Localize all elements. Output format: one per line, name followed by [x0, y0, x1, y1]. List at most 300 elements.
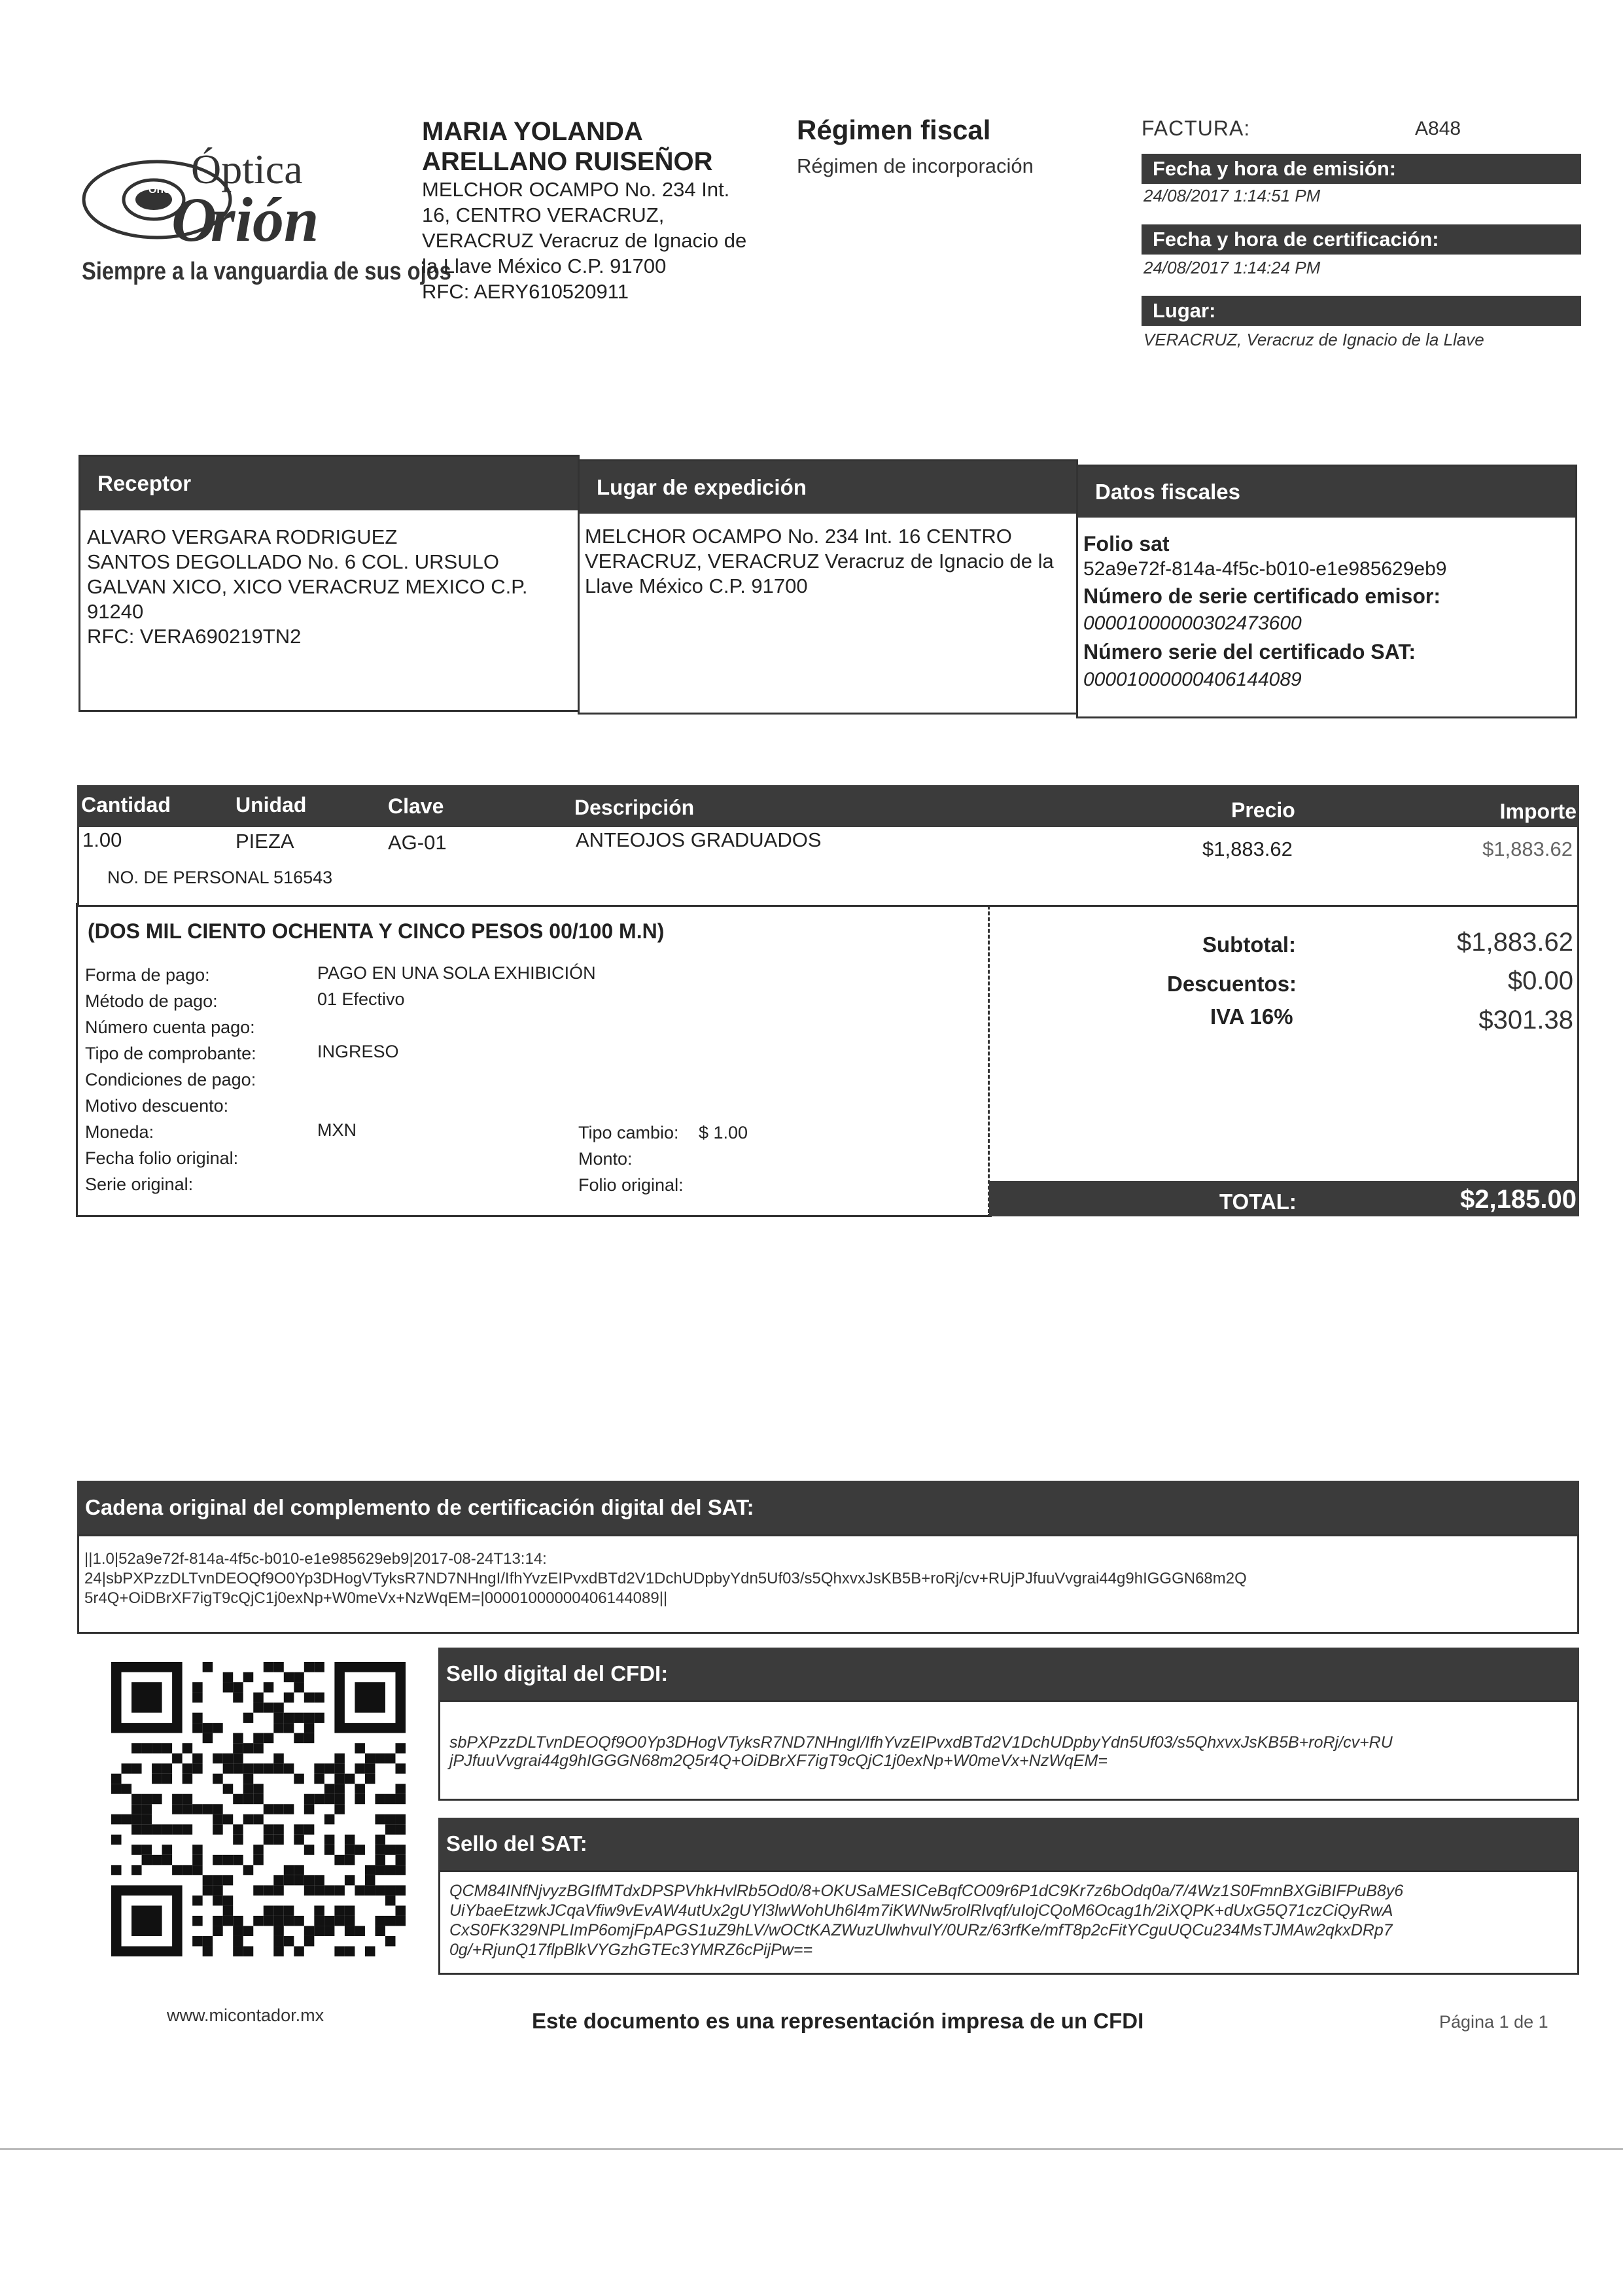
qr-module	[355, 1845, 365, 1855]
qr-module	[243, 1743, 254, 1754]
tipo-comprobante-label: Tipo de comprobante:	[85, 1044, 256, 1063]
qr-module	[375, 1855, 385, 1865]
qr-module	[304, 1662, 315, 1672]
qr-module	[395, 1794, 406, 1805]
qr-module	[162, 1855, 173, 1865]
qr-module	[334, 1855, 345, 1865]
logo-eye-text: Orion	[148, 185, 177, 196]
qr-module	[304, 1713, 315, 1723]
qr-module	[365, 1885, 375, 1896]
qr-module	[131, 1743, 142, 1754]
qr-module	[314, 1926, 324, 1936]
serie-sat-value: 00001000000406144089	[1083, 669, 1302, 690]
qr-module	[273, 1804, 284, 1814]
qr-module	[395, 1845, 406, 1855]
iva-label: IVA 16%	[1210, 1004, 1293, 1029]
qr-module	[243, 1763, 254, 1774]
qr-module	[192, 1936, 203, 1947]
qr-module	[233, 1763, 243, 1774]
iva-value: $301.38	[1478, 1006, 1573, 1034]
table-row	[77, 827, 1579, 906]
qr-module	[385, 1896, 396, 1906]
qr-module	[233, 1693, 243, 1703]
qr-module	[345, 1855, 355, 1865]
qr-module	[223, 1682, 234, 1693]
qr-module	[192, 1723, 203, 1733]
logo-tagline: Siempre a la vanguardia de sus ojos	[82, 258, 451, 285]
qr-module	[213, 1804, 223, 1814]
qr-module	[111, 1784, 122, 1794]
qr-module	[131, 1804, 142, 1814]
qr-module	[142, 1824, 152, 1835]
qr-module	[233, 1682, 243, 1693]
col-cantidad: Cantidad	[81, 793, 171, 817]
qr-module	[294, 1946, 304, 1956]
qr-module	[355, 1794, 365, 1805]
qr-module	[314, 1662, 324, 1672]
qr-module	[142, 1814, 152, 1825]
qr-module	[223, 1896, 234, 1906]
col-precio: Precio	[1231, 798, 1295, 822]
qr-module	[314, 1774, 324, 1784]
qr-module	[324, 1845, 335, 1855]
qr-module	[192, 1896, 203, 1906]
qr-module	[264, 1835, 274, 1845]
qr-module	[304, 1804, 315, 1814]
forma-pago-value: PAGO EN UNA SOLA EXHIBICIÓN	[317, 963, 596, 983]
issuer-address-line4: la Llave México C.P. 91700	[422, 255, 667, 277]
regimen-title: Régimen fiscal	[797, 115, 991, 145]
qr-module	[395, 1824, 406, 1835]
lugar-value: VERACRUZ, Veracruz de Ignacio de la Llave	[1143, 330, 1484, 349]
expedicion-line3: Llave México C.P. 91700	[585, 574, 808, 597]
qr-module	[203, 1936, 213, 1947]
qr-module	[142, 1794, 152, 1805]
total-label: TOTAL:	[1219, 1190, 1297, 1214]
qr-module	[213, 1896, 223, 1906]
qr-module	[111, 1865, 122, 1875]
qr-module	[284, 1865, 294, 1875]
descuentos-label: Descuentos:	[1167, 972, 1297, 996]
qr-module	[273, 1885, 284, 1896]
qr-module	[324, 1814, 335, 1825]
qr-module	[365, 1875, 375, 1886]
qr-module	[284, 1693, 294, 1703]
logo-brand-initial: O	[171, 185, 217, 255]
qr-module	[294, 1733, 304, 1744]
qr-module	[284, 1723, 294, 1733]
qr-module	[324, 1835, 335, 1845]
qr-module	[395, 1855, 406, 1865]
qr-module	[253, 1845, 264, 1855]
factura-folio: A848	[1415, 118, 1461, 139]
factura-label: FACTURA:	[1142, 116, 1251, 140]
qr-module	[253, 1703, 264, 1713]
qr-module	[355, 1763, 365, 1774]
qr-finder-core	[355, 1682, 385, 1713]
qr-module	[294, 1672, 304, 1683]
qr-module	[233, 1855, 243, 1865]
qr-module	[334, 1905, 345, 1916]
qr-module	[273, 1662, 284, 1672]
qr-module	[243, 1713, 254, 1723]
qr-module	[273, 1905, 284, 1916]
qr-module	[253, 1733, 264, 1744]
datos-fiscales-header: Datos fiscales	[1078, 467, 1575, 518]
qr-module	[365, 1774, 375, 1784]
qr-module	[213, 1885, 223, 1896]
qr-module	[203, 1946, 213, 1956]
qr-module	[111, 1774, 122, 1784]
receptor-address-line2: GALVAN XICO, XICO VERACRUZ MEXICO C.P.	[87, 575, 528, 598]
receptor-box	[79, 455, 580, 712]
qr-module	[264, 1804, 274, 1814]
qr-module	[365, 1754, 375, 1764]
qr-module	[131, 1794, 142, 1805]
qr-module	[192, 1865, 203, 1875]
qr-module	[284, 1672, 294, 1683]
qr-module	[233, 1754, 243, 1764]
subtotal-value: $1,883.62	[1457, 928, 1573, 957]
serie-original-label: Serie original:	[85, 1174, 194, 1194]
qr-module	[183, 1774, 193, 1784]
expedicion-content	[580, 514, 1076, 599]
qr-module	[162, 1824, 173, 1835]
qr-module	[355, 1743, 365, 1754]
qr-module	[284, 1936, 294, 1947]
regimen-value: Régimen de incorporación	[797, 154, 1034, 177]
qr-module	[273, 1713, 284, 1723]
qr-module	[253, 1763, 264, 1774]
qr-module	[355, 1885, 365, 1896]
sello-sat-header: Sello del SAT:	[438, 1818, 1579, 1870]
qr-module	[162, 1774, 173, 1784]
qr-module	[152, 1763, 162, 1774]
tipo-comprobante-value: INGRESO	[317, 1042, 399, 1061]
qr-module	[385, 1936, 396, 1947]
qr-module	[233, 1916, 243, 1926]
issuer-rfc: RFC: AERY610520911	[422, 280, 629, 303]
sello-cfdi-header: Sello digital del CFDI:	[438, 1648, 1579, 1700]
row-importe: $1,883.62	[1482, 838, 1573, 860]
serie-sat-label: Número serie del certificado SAT:	[1083, 640, 1416, 663]
issuer-address-line1: MELCHOR OCAMPO No. 234 Int.	[422, 178, 730, 201]
qr-module	[345, 1946, 355, 1956]
qr-module	[243, 1814, 254, 1825]
qr-module	[294, 1774, 304, 1784]
receptor-name: ALVARO VERGARA RODRIGUEZ	[87, 525, 398, 548]
cadena-line2: 24|sbPXPzzDLTvnDEOQf9O0Yp3DHogVTyksR7ND7NHngI/IfhYvzEIPvxdBTd2V1DchUDpbyYdn5Uf03/s5QhxvxJsKB5B+roRj/cv+RUjPJfuuVvgrai44g9hIGGGN68m2Q	[84, 1570, 1247, 1587]
payment-labels	[85, 962, 256, 1197]
qr-module	[203, 1662, 213, 1672]
qr-module	[142, 1855, 152, 1865]
qr-module	[273, 1835, 284, 1845]
qr-module	[284, 1916, 294, 1926]
qr-module	[233, 1794, 243, 1805]
receptor-header: Receptor	[80, 457, 578, 510]
issuer-address	[422, 177, 746, 304]
qr-module	[183, 1743, 193, 1754]
qr-module	[304, 1926, 315, 1936]
qr-module	[375, 1845, 385, 1855]
col-importe: Importe	[1499, 800, 1577, 823]
qr-module	[243, 1926, 254, 1936]
serie-emisor-value: 00001000000302473600	[1083, 612, 1302, 634]
qr-module	[192, 1682, 203, 1693]
qr-module	[243, 1865, 254, 1875]
qr-module	[334, 1804, 345, 1814]
qr-module	[213, 1774, 223, 1784]
qr-module	[122, 1784, 132, 1794]
qr-module	[192, 1855, 203, 1865]
qr-module	[264, 1662, 274, 1672]
col-descripcion: Descripción	[574, 796, 695, 819]
qr-module	[304, 1794, 315, 1805]
qr-module	[304, 1845, 315, 1855]
qr-module	[284, 1763, 294, 1774]
qr-module	[223, 1672, 234, 1683]
qr-module	[334, 1916, 345, 1926]
qr-module	[111, 1835, 122, 1845]
qr-module	[273, 1875, 284, 1886]
items-header-row	[77, 785, 1579, 827]
qr-finder-core	[131, 1682, 162, 1713]
qr-module	[213, 1824, 223, 1835]
fecha-folio-label: Fecha folio original:	[85, 1148, 239, 1168]
datos-fiscales-box	[1076, 465, 1577, 718]
qr-module	[183, 1824, 193, 1835]
qr-module	[375, 1916, 385, 1926]
certificacion-header: Fecha y hora de certificación:	[1142, 224, 1581, 255]
qr-module	[243, 1774, 254, 1784]
issuer-name	[422, 116, 712, 177]
qr-module	[223, 1784, 234, 1794]
qr-module	[264, 1905, 274, 1916]
qr-module	[162, 1845, 173, 1855]
qr-module	[345, 1774, 355, 1784]
qr-module	[334, 1754, 345, 1764]
qr-module	[345, 1835, 355, 1845]
qr-module	[142, 1845, 152, 1855]
qr-module	[213, 1754, 223, 1764]
qr-module	[334, 1763, 345, 1774]
qr-module	[243, 1946, 254, 1956]
monto-label: Monto:	[578, 1149, 633, 1169]
qr-module	[192, 1713, 203, 1723]
qr-module	[203, 1885, 213, 1896]
qr-module	[131, 1763, 142, 1774]
qr-module	[172, 1804, 183, 1814]
qr-module	[264, 1824, 274, 1835]
qr-module	[334, 1885, 345, 1896]
qr-module	[233, 1824, 243, 1835]
qr-module	[253, 1743, 264, 1754]
qr-module	[192, 1916, 203, 1926]
qr-module	[324, 1916, 335, 1926]
certificacion-value: 24/08/2017 1:14:24 PM	[1143, 258, 1321, 277]
qr-module	[142, 1804, 152, 1814]
row-unidad: PIEZA	[236, 830, 294, 853]
qr-module	[172, 1754, 183, 1764]
qr-module	[183, 1804, 193, 1814]
qr-module	[324, 1926, 335, 1936]
qr-module	[264, 1682, 274, 1693]
qr-module	[294, 1835, 304, 1845]
issuer-name-line1: MARIA YOLANDA	[422, 117, 643, 146]
qr-module	[324, 1784, 335, 1794]
qr-module	[264, 1916, 274, 1926]
qr-module	[243, 1794, 254, 1805]
page-edge-line	[0, 2148, 1623, 2150]
qr-module	[273, 1824, 284, 1835]
footer-website[interactable]: www.micontador.mx	[167, 2005, 324, 2025]
cadena-line1: ||1.0|52a9e72f-814a-4f5c-b010-e1e985629eb9|2017-08-24T13:14:	[84, 1550, 547, 1568]
qr-module	[385, 1824, 396, 1835]
qr-module	[192, 1804, 203, 1814]
qr-module	[264, 1733, 274, 1744]
qr-module	[162, 1743, 173, 1754]
qr-module	[385, 1814, 396, 1825]
total-value: $2,185.00	[1460, 1185, 1577, 1214]
row-clave: AG-01	[388, 831, 447, 854]
cadena-header: Cadena original del complemento de certificación digital del SAT:	[77, 1481, 1579, 1534]
qr-module	[375, 1794, 385, 1805]
qr-module	[273, 1754, 284, 1764]
qr-finder-core	[131, 1905, 162, 1936]
qr-module	[385, 1916, 396, 1926]
descuentos-value: $0.00	[1507, 966, 1573, 995]
qr-module	[213, 1723, 223, 1733]
qr-module	[294, 1682, 304, 1693]
issuer-name-line2: ARELLANO RUISEÑOR	[422, 147, 713, 176]
sello-sat-line3: CxS0FK329NPLImP6omjFpAPGS1uZ9hLV/wOCtKAZWuzUlwhvulY/0URz/63rfKe/mfT8p2cFitYCguUQCu234MsTJMAw2qkxDRp7	[449, 1921, 1393, 1939]
qr-module	[314, 1794, 324, 1805]
col-unidad: Unidad	[236, 793, 307, 817]
qr-module	[203, 1804, 213, 1814]
qr-module	[314, 1763, 324, 1774]
cadena-line3: 5r4Q+OiDBrXF7igT9cQjC1j0exNp+W0meVx+NzWqEM=|00001000000406144089||	[84, 1589, 668, 1607]
sello-sat-line1: QCM84INfNjvyzBGIfMTdxDPSPVhkHvlRb5Od0/8+OKUSaMESICeBqfCO09r6P1dC9Kr7z6bOdq0a/7/4Wz1S0FmnBXGiBIFPuB8y6	[449, 1882, 1404, 1900]
qr-module	[324, 1885, 335, 1896]
footer-legend: Este documento es una representación impresa de un CFDI	[532, 2009, 1144, 2033]
qr-module	[131, 1824, 142, 1835]
qr-module	[385, 1794, 396, 1805]
col-clave: Clave	[388, 794, 444, 818]
sello-sat-box	[438, 1870, 1579, 1975]
sello-sat-line4: 0g/+RjunQ17flpBlkVYGzhGTEc3YMRZ6cPijPw==	[449, 1941, 813, 1959]
qr-module	[334, 1774, 345, 1784]
qr-module	[284, 1713, 294, 1723]
row-note: NO. DE PERSONAL 516543	[107, 868, 333, 887]
receptor-address-line3: 91240	[87, 600, 144, 623]
qr-module	[223, 1754, 234, 1764]
qr-module	[183, 1763, 193, 1774]
qr-module	[365, 1946, 375, 1956]
qr-module	[345, 1875, 355, 1886]
qr-module	[233, 1835, 243, 1845]
expedicion-box	[578, 459, 1078, 715]
condiciones-pago-label: Condiciones de pago:	[85, 1070, 256, 1089]
qr-module	[273, 1763, 284, 1774]
qr-module	[213, 1855, 223, 1865]
qr-module	[223, 1855, 234, 1865]
receptor-rfc: RFC: VERA690219TN2	[87, 625, 302, 648]
qr-module	[294, 1824, 304, 1835]
cadena-box	[77, 1534, 1579, 1634]
sello-cfdi-box	[438, 1700, 1579, 1801]
qr-module	[314, 1875, 324, 1886]
qr-module	[203, 1875, 213, 1886]
metodo-pago-label: Método de pago:	[85, 991, 218, 1011]
qr-module	[253, 1916, 264, 1926]
qr-module	[192, 1845, 203, 1855]
qr-module	[375, 1835, 385, 1845]
qr-module	[314, 1916, 324, 1926]
qr-module	[304, 1875, 315, 1886]
qr-module	[111, 1814, 122, 1825]
qr-module	[365, 1763, 375, 1774]
qr-module	[395, 1905, 406, 1916]
qr-module	[395, 1763, 406, 1774]
qr-module	[223, 1763, 234, 1774]
folio-original-label: Folio original:	[578, 1175, 684, 1195]
qr-module	[192, 1754, 203, 1764]
lugar-header: Lugar:	[1142, 296, 1581, 326]
qr-module	[253, 1784, 264, 1794]
qr-module	[162, 1763, 173, 1774]
qr-module	[345, 1845, 355, 1855]
qr-module	[294, 1916, 304, 1926]
qr-module	[334, 1784, 345, 1794]
qr-module	[395, 1865, 406, 1875]
qr-module	[203, 1733, 213, 1744]
qr-module	[122, 1814, 132, 1825]
qr-module	[213, 1916, 223, 1926]
tipo-cambio-label: Tipo cambio:	[578, 1123, 679, 1142]
qr-module	[152, 1774, 162, 1784]
issuer-address-line3: VERACRUZ Veracruz de Ignacio de	[422, 229, 747, 252]
qr-module	[294, 1875, 304, 1886]
qr-module	[284, 1804, 294, 1814]
qr-module	[294, 1865, 304, 1875]
qr-module	[233, 1733, 243, 1744]
qr-module	[223, 1905, 234, 1916]
qr-module	[172, 1824, 183, 1835]
qr-module	[253, 1794, 264, 1805]
qr-module	[345, 1926, 355, 1936]
qr-module	[223, 1814, 234, 1825]
qr-module	[273, 1926, 284, 1936]
expedicion-line1: MELCHOR OCAMPO No. 234 Int. 16 CENTRO	[585, 525, 1012, 548]
qr-module	[131, 1845, 142, 1855]
row-precio: $1,883.62	[1202, 838, 1293, 860]
receptor-address-line1: SANTOS DEGOLLADO No. 6 COL. URSULO	[87, 550, 499, 573]
qr-module	[183, 1794, 193, 1805]
qr-module	[385, 1885, 396, 1896]
qr-module	[395, 1885, 406, 1896]
amount-in-words: (DOS MIL CIENTO OCHENTA Y CINCO PESOS 00/100 M.N)	[88, 919, 665, 943]
emision-value: 24/08/2017 1:14:51 PM	[1143, 186, 1321, 205]
qr-module	[314, 1905, 324, 1916]
qr-module	[192, 1763, 203, 1774]
qr-module	[385, 1865, 396, 1875]
qr-module	[304, 1723, 315, 1733]
qr-module	[243, 1672, 254, 1683]
footer-page: Página 1 de 1	[1439, 2012, 1548, 2032]
qr-module	[355, 1926, 365, 1936]
qr-module	[345, 1905, 355, 1916]
qr-module	[314, 1693, 324, 1703]
